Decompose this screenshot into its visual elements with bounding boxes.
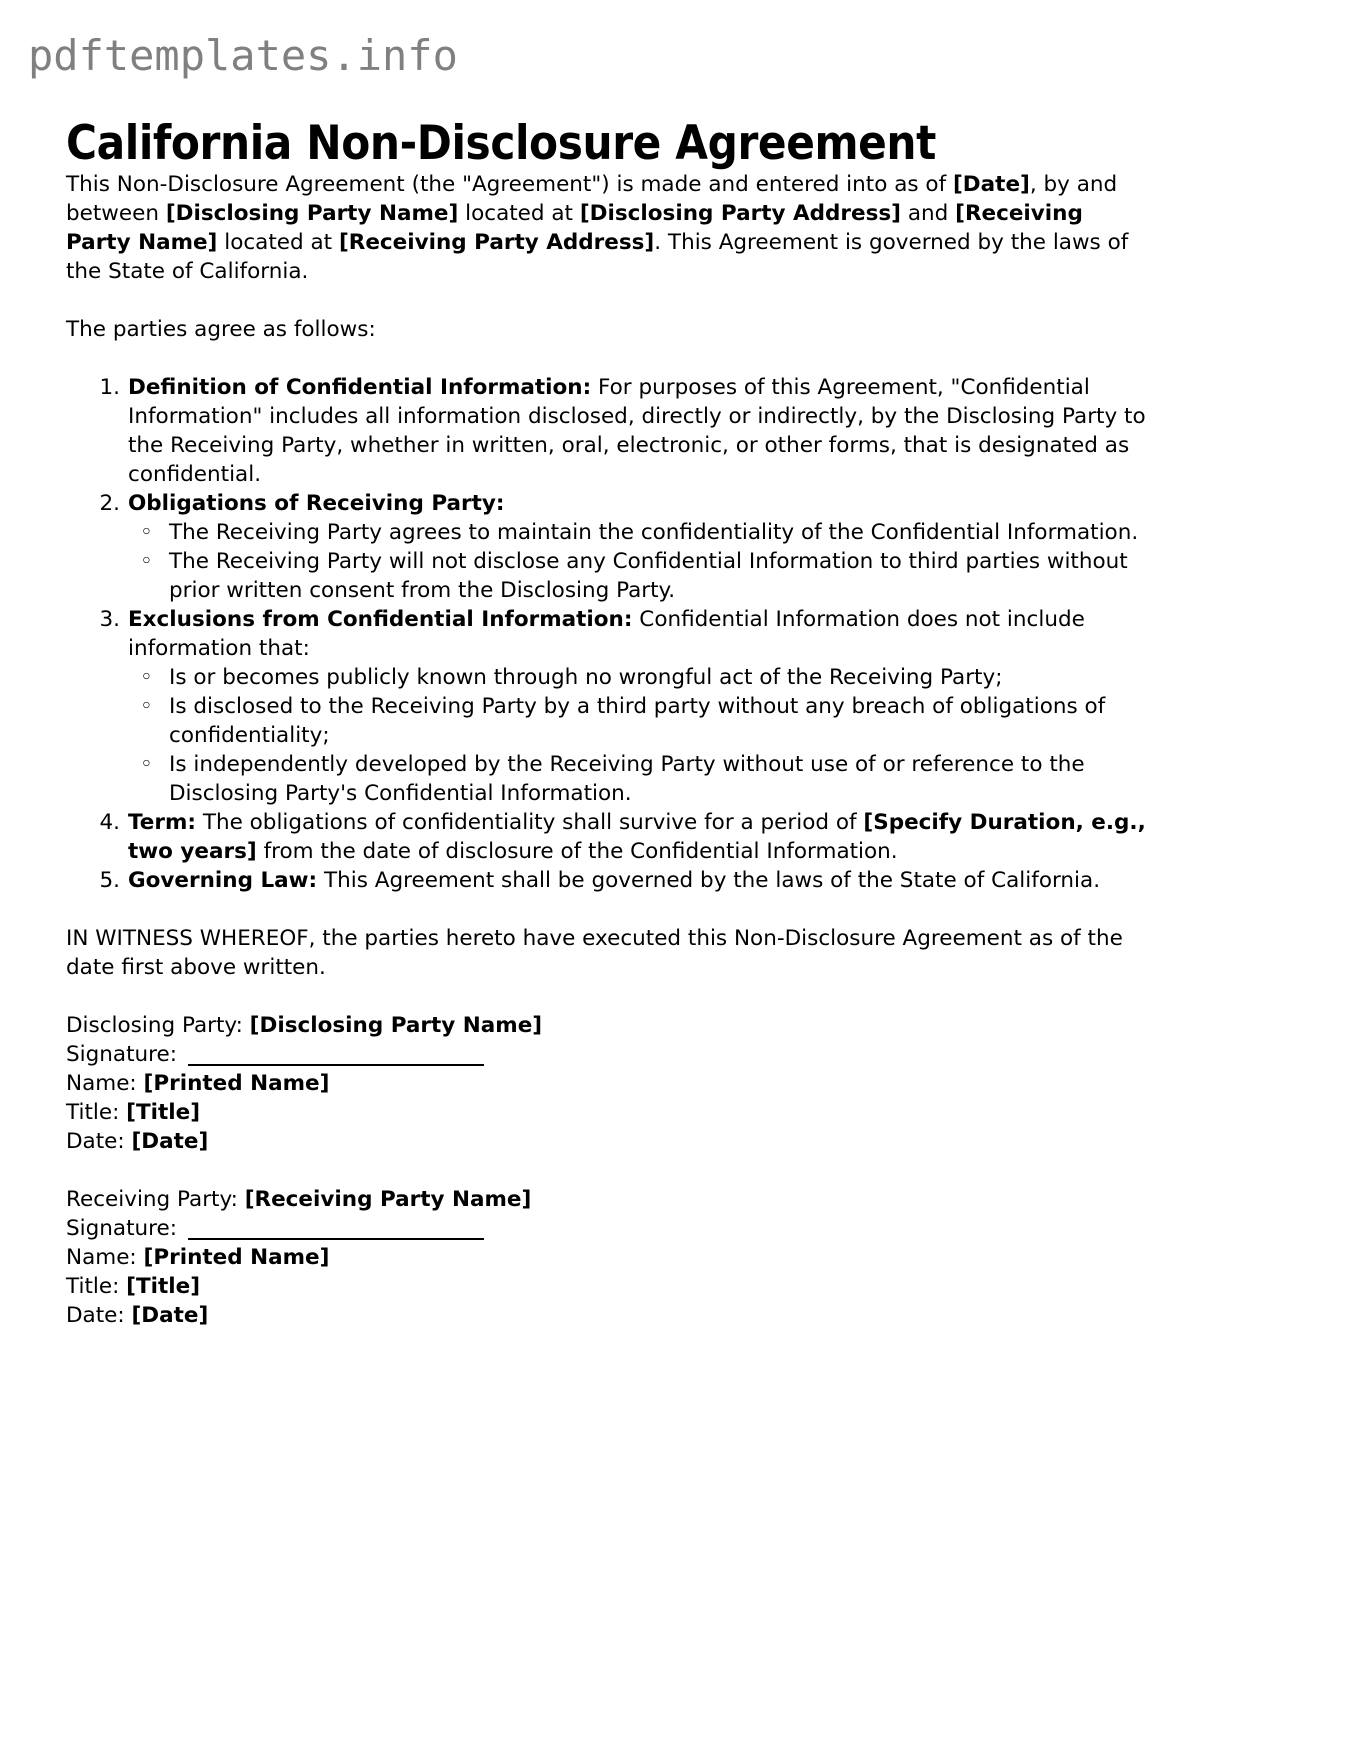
signature-label: Signature: xyxy=(66,1042,184,1067)
receiving-title-line xyxy=(66,1272,1154,1301)
date-label: Date: xyxy=(66,1129,132,1154)
placeholder-printed-name: [Printed Name] xyxy=(143,1071,330,1096)
disclosing-party-line xyxy=(66,1011,1154,1040)
placeholder-printed-name: [Printed Name] xyxy=(143,1245,330,1270)
title-label: Title: xyxy=(66,1274,127,1299)
receiving-name-line xyxy=(66,1243,1154,1272)
placeholder-date: [Date] xyxy=(952,172,1030,197)
receiving-signature-line xyxy=(66,1214,1154,1243)
clause-item xyxy=(66,808,1154,866)
receiving-date-line xyxy=(66,1301,1154,1330)
clause-heading: Obligations of Receiving Party: xyxy=(128,491,505,516)
clause-sub-item: ◦ The Receiving Party agrees to maintain the confidentiality of the Confidential Information. xyxy=(128,518,1154,547)
clause-item xyxy=(66,605,1154,808)
clause-item xyxy=(66,373,1154,489)
clause-heading: Definition of Confidential Information: xyxy=(128,375,592,400)
signature-rule[interactable] xyxy=(188,1238,484,1240)
name-label: Name: xyxy=(66,1071,144,1096)
clause-item xyxy=(66,866,1154,895)
title-label: Title: xyxy=(66,1100,127,1125)
document-body xyxy=(66,170,1154,1330)
clause-body-pre: The obligations of confidentiality shall survive for a period of xyxy=(196,810,864,835)
name-label: Name: xyxy=(66,1245,144,1270)
placeholder-disclosing-party-name: [Disclosing Party Name] xyxy=(165,201,459,226)
spacer xyxy=(66,344,1154,373)
disclosing-date-line xyxy=(66,1127,1154,1156)
clause-body-post: from the date of disclosure of the Confidential Information. xyxy=(256,839,898,864)
intro-text-6: . This Agreement is governed by the laws of the State of California. xyxy=(66,230,1129,284)
disclosing-title-line xyxy=(66,1098,1154,1127)
clause-heading: Exclusions from Confidential Information: xyxy=(128,607,633,632)
intro-paragraph xyxy=(66,170,1154,286)
intro-text-5: located at xyxy=(217,230,339,255)
spacer xyxy=(66,1156,1154,1185)
clause-sub-list xyxy=(128,663,1154,808)
placeholder-title: [Title] xyxy=(126,1274,201,1299)
clause-sub-item: ◦ Is disclosed to the Receiving Party by a third party without any breach of obligations of confidentiality; xyxy=(128,692,1154,750)
placeholder-duration: [Specify Duration, e.g., two years] xyxy=(128,810,1146,864)
signature-label: Signature: xyxy=(66,1216,184,1241)
placeholder-date: [Date] xyxy=(131,1303,209,1328)
date-label: Date: xyxy=(66,1303,132,1328)
page-title: California Non-Disclosure Agreement xyxy=(66,116,936,172)
receiving-party-line xyxy=(66,1185,1154,1214)
intro-text-2: , by and between xyxy=(66,172,1118,226)
clause-sub-item: ◦ The Receiving Party will not disclose any Confidential Information to third parties without prior written consent from the Disclosing Party. xyxy=(128,547,1154,605)
receiving-party-label: Receiving Party: xyxy=(66,1187,245,1212)
clause-heading: Term: xyxy=(128,810,196,835)
placeholder-date: [Date] xyxy=(131,1129,209,1154)
clause-body: Confidential Information does not include information that: xyxy=(128,607,1085,661)
clause-list xyxy=(66,373,1154,895)
clause-sub-item: ◦ Is independently developed by the Receiving Party without use of or reference to the Disclosing Party's Confidential Information. xyxy=(128,750,1154,808)
disclosing-name-line xyxy=(66,1069,1154,1098)
spacer xyxy=(66,895,1154,924)
signature-rule[interactable] xyxy=(188,1064,484,1066)
site-watermark: pdftemplates.info xyxy=(28,31,458,80)
spacer xyxy=(66,286,1154,315)
receiving-party-signature-block xyxy=(66,1185,1154,1330)
placeholder-receiving-party-name: [Receiving Party Name] xyxy=(66,201,1083,255)
agreement-intro-line: The parties agree as follows: xyxy=(66,317,376,342)
disclosing-party-label: Disclosing Party: xyxy=(66,1013,250,1038)
intro-text-4: and xyxy=(901,201,956,226)
placeholder-disclosing-party-name: [Disclosing Party Name] xyxy=(249,1013,543,1038)
witness-paragraph: IN WITNESS WHEREOF, the parties hereto have executed this Non-Disclosure Agreement as of the date first above written. xyxy=(66,926,1123,980)
clause-body: This Agreement shall be governed by the laws of the State of California. xyxy=(317,868,1101,893)
placeholder-receiving-party-name: [Receiving Party Name] xyxy=(244,1187,532,1212)
disclosing-party-signature-block xyxy=(66,1011,1154,1156)
disclosing-signature-line xyxy=(66,1040,1154,1069)
clause-sub-list xyxy=(128,518,1154,605)
placeholder-title: [Title] xyxy=(126,1100,201,1125)
clause-item xyxy=(66,489,1154,605)
spacer xyxy=(66,982,1154,1011)
intro-text-1: This Non-Disclosure Agreement (the "Agreement") is made and entered into as of xyxy=(66,172,953,197)
clause-sub-item: ◦ Is or becomes publicly known through no wrongful act of the Receiving Party; xyxy=(128,663,1154,692)
placeholder-disclosing-party-address: [Disclosing Party Address] xyxy=(579,201,901,226)
clause-heading: Governing Law: xyxy=(128,868,318,893)
placeholder-receiving-party-address: [Receiving Party Address] xyxy=(338,230,655,255)
clause-body: For purposes of this Agreement, "Confidential Information" includes all information disclosed, directly or indirectly, by the Disclosing Party to the Receiving Party, whether in written, oral, electronic, or other forms, that is designated as confidential. xyxy=(128,375,1146,487)
intro-text-3: located at xyxy=(458,201,580,226)
